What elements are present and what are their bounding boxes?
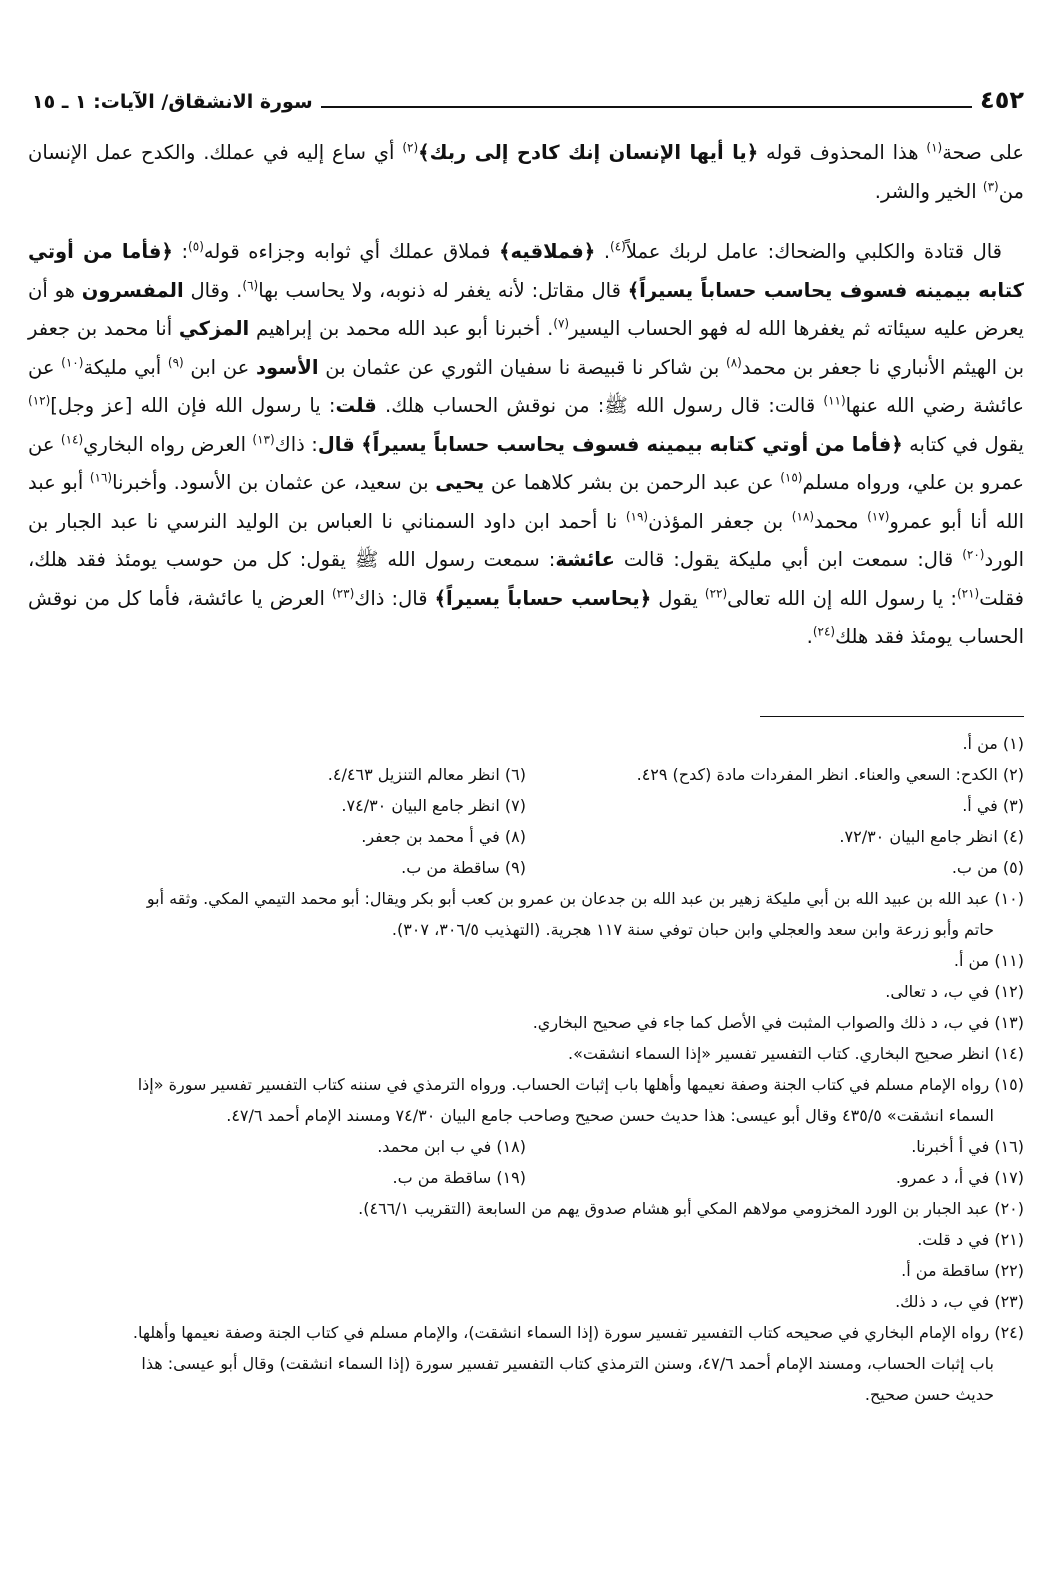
quran-verse: ﴿فأما من أوتي كتابه بيمينه فسوف يحاسب حساباً يسيراً﴾ [28, 240, 1024, 302]
footnote-ref: (١٠) [61, 355, 84, 369]
footnote-row [28, 1162, 1024, 1193]
footnote-ref: (٣) [982, 179, 999, 193]
footnote-ref: (٢٢) [704, 586, 728, 600]
footnote-16: (١٦) في أ أخبرنا. [911, 1137, 1024, 1156]
page-header [32, 80, 1024, 116]
footnote-12: (١٢) في ب، د تعالى. [885, 982, 1024, 1001]
text-run: يقول في كتابه [902, 432, 1024, 456]
bold-word: قلت [335, 394, 377, 417]
footnote-19: (١٩) ساقطة من ب. [392, 1168, 526, 1187]
footnote-ref: (٢٠) [962, 547, 985, 562]
footnote-ref: (٢٤) [812, 624, 836, 639]
text-run: : ذاك [274, 432, 318, 456]
footnote-21: (٢١) في د قلت. [917, 1230, 1024, 1249]
footnote-1: (١) من أ. [962, 734, 1024, 753]
text-run: قال قتادة والكلبي والضحاك: عامل لربك عملاً [625, 240, 1003, 263]
running-title: سورة الانشقاق/ الآيات: ١ ـ ١٥ [32, 91, 313, 113]
footnote-10-continued: حاتم وأبو زرعة وابن سعد والعجلي وابن حبان توفي سنة ١١٧ هجرية. (التهذيب ٣٠٦/٥، ٣٠٧). [391, 920, 994, 939]
text-run: هذا المحذوف قوله [758, 141, 927, 164]
text-run: : يا رسول الله إن الله تعالى [727, 586, 957, 610]
footnote-22: (٢٢) ساقطة من أ. [901, 1261, 1024, 1280]
text-run: قال مقاتل: لأنه يغفر له ذنوبه، ولا يحاسب بها [258, 278, 628, 302]
bold-word: المفسرون [81, 278, 184, 302]
text-run: بن شاكر نا قبيصة نا سفيان الثوري عن عثمان بن [318, 355, 726, 379]
quran-verse: ﴿فملاقيه﴾ [499, 240, 596, 263]
text-run: . [595, 240, 611, 263]
footnote-ref: (١٤) [60, 432, 84, 446]
text-run: : [172, 240, 189, 263]
main-text [28, 134, 1024, 679]
text-run: أبو عبد الله أنا أبو عمرو [28, 471, 1025, 533]
footnotes [28, 728, 1024, 1410]
footnote-ref: (٤) [610, 239, 626, 254]
footnote-ref: (١) [926, 140, 943, 155]
footnote-24-continued: باب إثبات الحساب، ومسند الإمام أحمد ٤٧/٦، وسنن الترمذي كتاب التفسير تفسير سورة (إذا السماء انشقت) وقال أبو عيسى: هذا [141, 1354, 994, 1373]
text-run: يقول [651, 586, 705, 610]
text-run: على صحة [942, 141, 1024, 164]
text-run: عن عبد الرحمن بن بشر كلاهما عن [484, 471, 781, 494]
bold-word: عائشة [555, 548, 615, 571]
bold-word: يحيى [435, 471, 485, 494]
footnote-ref: (١٦) [89, 470, 113, 485]
text-run: أي ساع إليه في عملك. والكدح عمل الإنسان من [28, 141, 1024, 203]
bold-word: الأسود [255, 355, 319, 379]
footnote-17: (١٧) في أ، د عمرو. [895, 1168, 1024, 1187]
footnote-ref: (٦) [242, 278, 259, 292]
footnote-14: (١٤) انظر صحيح البخاري. كتاب التفسير تفسير «إذا السماء انشقت». [568, 1044, 1024, 1063]
footnote-5: (٥) من ب. [951, 858, 1024, 877]
bold-word: المزكي [178, 317, 250, 340]
footnote-ref: (١٣) [252, 432, 275, 446]
text-run: : يا رسول الله فإن الله [عز وجل] [50, 394, 336, 417]
footnote-ref: (١٢) [28, 393, 51, 408]
text-run: بن سعيد، عن عثمان بن الأسود. وأخبرنا [112, 471, 436, 494]
footnote-15: (١٥) رواه الإمام مسلم في كتاب الجنة وصفة نعيمها وأهلها باب إثبات الحساب. ورواه الترمذي في سننه كتاب التفسير تفسير سورة «إذا [137, 1075, 1024, 1094]
text-run: قال: ذاك [354, 586, 435, 610]
footnote-separator [760, 716, 1024, 717]
footnote-ref: (٢٣) [331, 586, 355, 600]
header-rule [321, 106, 972, 108]
paragraph-1 [28, 134, 1024, 211]
footnote-ref: (١٥) [780, 470, 803, 485]
footnote-row [28, 821, 1024, 852]
footnote-ref: (٢١) [956, 586, 980, 600]
footnote-6: (٦) انظر معالم التنزيل ٤/٤٦٣. [327, 765, 526, 784]
text-run: عن عمرو بن علي، ورواه مسلم [28, 432, 1024, 494]
text-run: العرض رواه البخاري [83, 432, 253, 456]
footnote-ref: (٢) [402, 140, 419, 155]
quran-verse: ﴿فأما من أوتي كتابه بيمينه فسوف يحاسب حساباً يسيراً﴾ [361, 432, 903, 456]
footnote-ref: (٨) [726, 355, 742, 369]
footnote-ref: (٩) [167, 355, 184, 369]
text-run: أبي مليكة [83, 355, 168, 379]
footnote-8: (٨) في أ محمد بن جعفر. [361, 827, 526, 846]
text-run: قال: سمعت ابن أبي مليكة يقول: قالت [614, 548, 963, 571]
text-run: . [806, 625, 813, 648]
footnote-row [28, 852, 1024, 883]
text-run: نا أحمد ابن داود السمناني نا العباس بن الوليد النرسي نا عبد الجبار بن الورد [28, 509, 1024, 571]
footnote-13: (١٣) في ب، د ذلك والصواب المثبت في الأصل كما جاء في صحيح البخاري. [532, 1013, 1024, 1032]
footnote-15-continued: السماء انشقت» ٤٣٥/٥ وقال أبو عيسى: هذا حديث حسن صحيح وصاحب جامع البيان ٧٤/٣٠ ومسند الإمام أحمد ٤٧/٦. [226, 1106, 994, 1125]
footnote-ref: (٥) [188, 239, 204, 254]
footnote-ref: (٧) [553, 316, 570, 331]
footnote-ref: (١٩) [625, 509, 649, 523]
text-run: الخير والشر. [874, 179, 983, 203]
paragraph-2 [28, 233, 1024, 657]
text-run: أنا محمد بن جعفر بن الهيثم الأنباري نا جعفر بن محمد [28, 317, 1025, 379]
text-run: : سمعت رسول الله ﷺ يقول: كل من حوسب يومئذ فقد هلك، فقلت [28, 548, 1025, 610]
footnote-row [28, 790, 1024, 821]
footnote-2: (٢) الكدح: السعي والعناء. انظر المفردات مادة (كدح) ٤٢٩. [636, 765, 1024, 784]
footnote-ref: (١٧) [867, 509, 890, 523]
footnote-23: (٢٣) في ب، د ذلك. [895, 1292, 1024, 1311]
text-run: العرض يا عائشة، فأما كل من نوقش الحساب يومئذ فقد هلك [28, 586, 1024, 648]
text-run: . أخبرنا أبو عبد الله محمد بن إبراهيم [249, 317, 554, 340]
footnote-row [28, 1131, 1024, 1162]
footnote-11: (١١) من أ. [953, 951, 1024, 970]
bold-word: قال [317, 432, 355, 456]
footnote-3: (٣) في أ. [962, 796, 1024, 815]
footnote-18: (١٨) في ب ابن محمد. [377, 1137, 526, 1156]
text-run: قالت: قال رسول الله ﷺ: من نوقش الحساب هلك. [376, 394, 824, 417]
footnote-ref: (١٨) [791, 509, 815, 523]
text-run: محمد [814, 509, 868, 533]
footnote-ref: (١١) [823, 393, 846, 408]
page-number: ٤٥٢ [980, 86, 1024, 114]
footnote-10: (١٠) عبد الله بن عبيد الله بن أبي مليكة زهير بن عبد الله بن جدعان بن عمرو بن كعب أبو بكر ويقال: أبو محمد التيمي المكي. وثقه أبو [146, 889, 1024, 908]
footnote-4: (٤) انظر جامع البيان ٧٢/٣٠. [839, 827, 1024, 846]
text-run: فملاق عملك أي ثوابه وجزاءه قوله [203, 240, 500, 263]
quran-verse: ﴿يا أيها الإنسان إنك كادح إلى ربك﴾ [418, 141, 759, 164]
footnote-24-continued-2: حديث حسن صحيح. [864, 1385, 994, 1404]
text-run: بن جعفر المؤذن [648, 509, 792, 533]
text-run: هو أن يعرض عليه سيئاته ثم يغفرها الله له فهو الحساب اليسير [28, 278, 1024, 340]
footnote-9: (٩) ساقطة من ب. [401, 858, 526, 877]
footnote-row [28, 759, 1024, 790]
quran-verse: ﴿يحاسب حساباً يسيراً﴾ [434, 586, 652, 610]
text-run: عن ابن [183, 355, 256, 379]
footnote-24: (٢٤) رواه الإمام البخاري في صحيحه كتاب التفسير تفسير سورة (إذا السماء انشقت)، والإمام مسلم في كتاب الجنة وصفة نعيمها وأهلها. [132, 1323, 1024, 1342]
footnote-20: (٢٠) عبد الجبار بن الورد المخزومي مولاهم المكي أبو هشام صدوق يهم من السابعة (التقريب ٤٦٦/١). [358, 1199, 1024, 1218]
text-run: عن عائشة رضي الله عنها [28, 355, 1025, 417]
footnote-7: (٧) انظر جامع البيان ٧٤/٣٠. [341, 796, 526, 815]
text-run: . وقال [183, 278, 243, 302]
